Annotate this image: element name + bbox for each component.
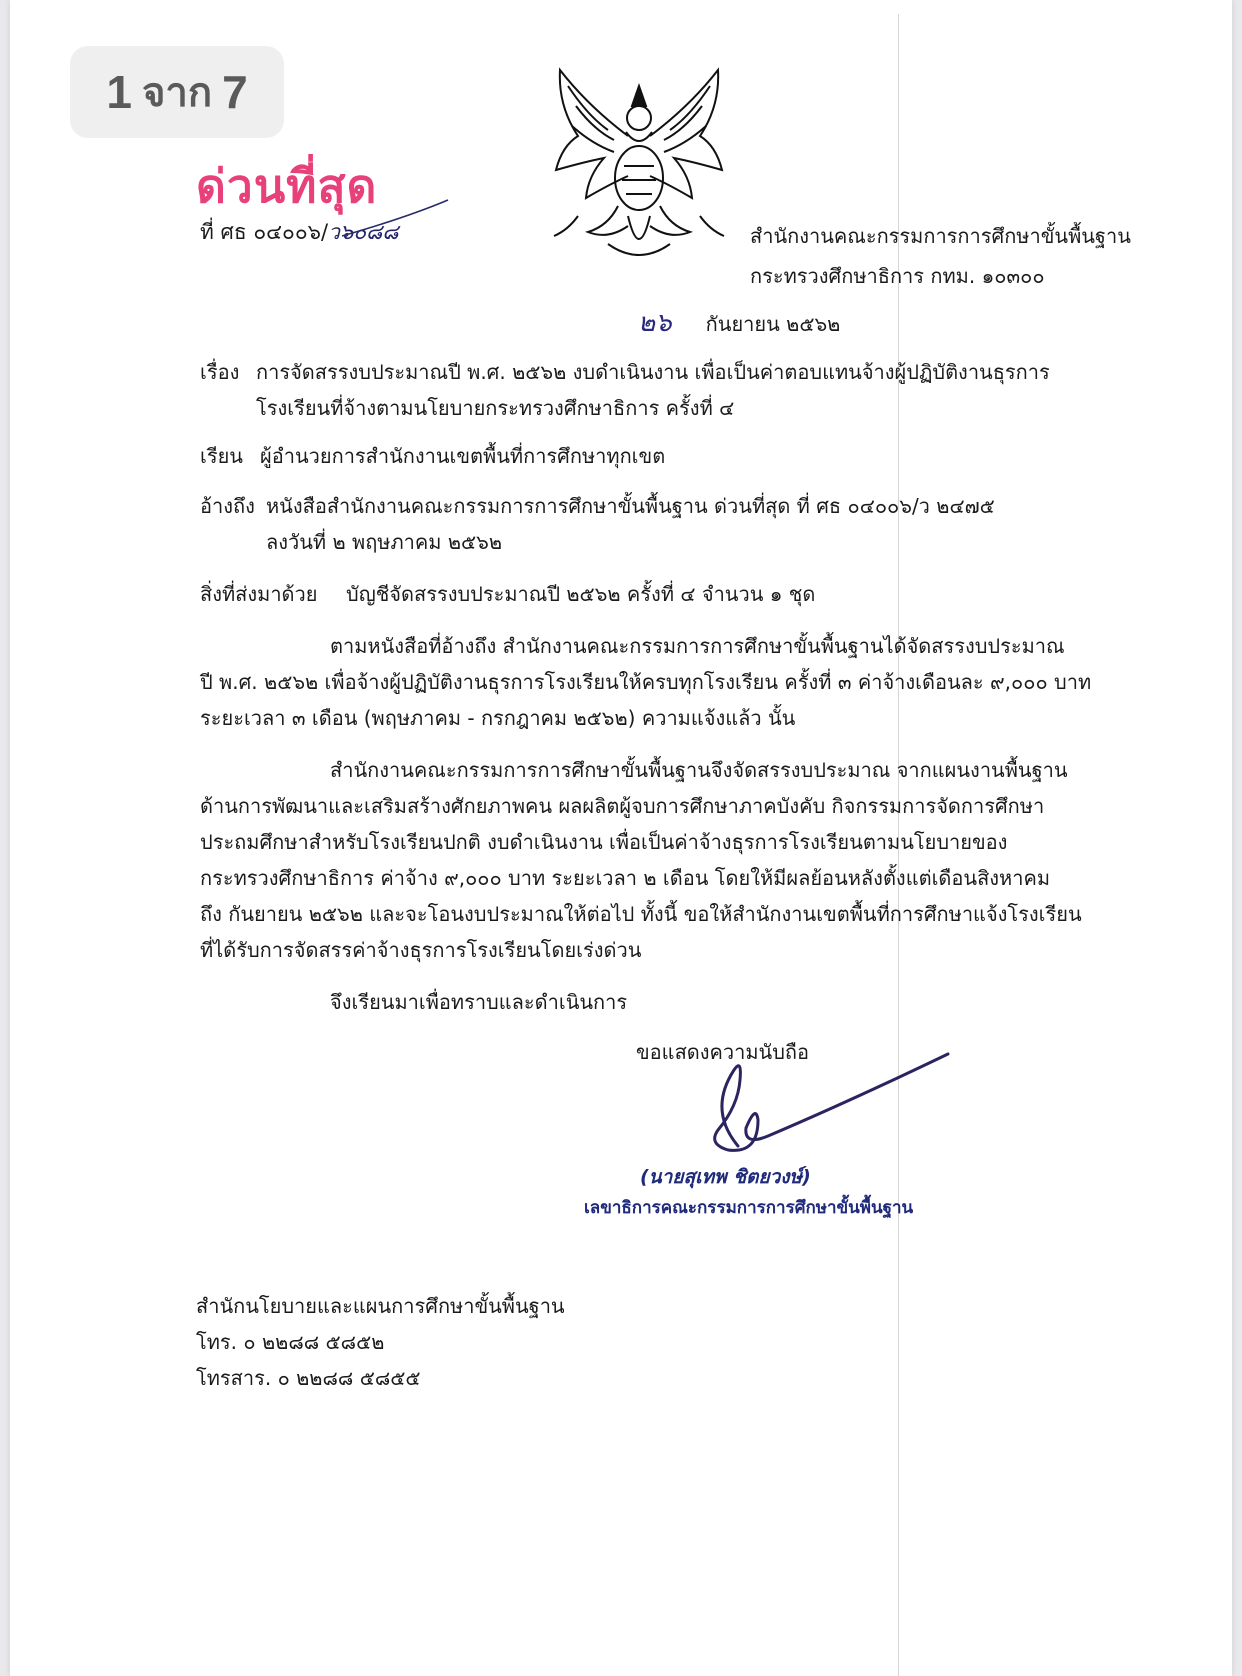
page-indicator-badge bbox=[70, 46, 284, 138]
paragraph-1-line-2: ปี พ.ศ. ๒๕๖๒ เพื่อจ้างผู้ปฏิบัติงานธุรการโรงเรียนให้ครบทุกโรงเรียน ครั้งที่ ๓ ค่าจ้างเดือนละ ๙,๐๐๐ บาท bbox=[200, 670, 1092, 694]
letter-date bbox=[638, 302, 840, 343]
paragraph-2-line-6: ที่ได้รับการจัดสรรค่าจ้างธุรการโรงเรียนโดยเร่งด่วน bbox=[200, 938, 642, 962]
paragraph-1-line-3: ระยะเวลา ๓ เดือน (พฤษภาคม - กรกฎาคม ๒๕๖๒) ความแจ้งแล้ว นั้น bbox=[200, 706, 796, 730]
doc-number-handwritten: ว๖๐๘๘ bbox=[328, 220, 399, 244]
footer-fax: โทรสาร. ๐ ๒๒๘๘ ๕๘๕๕ bbox=[196, 1366, 421, 1390]
footer-office: สำนักนโยบายและแผนการศึกษาขั้นพื้นฐาน bbox=[196, 1294, 565, 1318]
date-day-handwritten: ๒๖ bbox=[638, 308, 672, 338]
org-name: สำนักงานคณะกรรมการการศึกษาขั้นพื้นฐาน bbox=[750, 224, 1131, 248]
paragraph-2-line-4: กระทรวงศึกษาธิการ ค่าจ้าง ๙,๐๐๐ บาท ระยะเวลา ๒ เดือน โดยให้มีผลย้อนหลังตั้งแต่เดือนสิงหาคม bbox=[200, 866, 1051, 890]
subject-line-1: การจัดสรรงบประมาณปี พ.ศ. ๒๕๖๒ งบดำเนินงาน เพื่อเป็นค่าตอบแทนจ้างผู้ปฏิบัติงานธุรการ bbox=[256, 360, 1050, 384]
paragraph-2-line-5: ถึง กันยายน ๒๕๖๒ และจะโอนงบประมาณให้ต่อไป ทั้งนี้ ขอให้สำนักงานเขตพื้นที่การศึกษาแจ้งโรงเรียน bbox=[200, 902, 1082, 926]
subject-line-2: โรงเรียนที่จ้างตามนโยบายกระทรวงศึกษาธิการ ครั้งที่ ๔ bbox=[256, 396, 735, 420]
signature-icon bbox=[698, 1050, 958, 1162]
page-separator: จาก bbox=[141, 71, 213, 115]
paragraph-2-line-2: ด้านการพัฒนาและเสริมสร้างศักยภาพคน ผลผลิตผู้จบการศึกษาภาคบังคับ กิจกรรมการจัดการศึกษา bbox=[200, 794, 1045, 818]
garuda-emblem-icon bbox=[548, 66, 730, 266]
subject-label: เรื่อง bbox=[200, 360, 240, 384]
reference-line-1: หนังสือสำนักงานคณะกรรมการการศึกษาขั้นพื้นฐาน ด่วนที่สุด ที่ ศธ ๐๔๐๐๖/ว ๒๔๗๕ bbox=[266, 494, 995, 518]
enclosure-label: สิ่งที่ส่งมาด้วย bbox=[200, 582, 318, 606]
signer-name: (นายสุเทพ ชิตยวงษ์) bbox=[640, 1166, 811, 1188]
document-page bbox=[10, 0, 1232, 1676]
doc-number-prefix: ที่ ศธ ๐๔๐๐๖/ bbox=[200, 220, 329, 244]
footer-phone: โทร. ๐ ๒๒๘๘ ๕๘๕๒ bbox=[196, 1330, 385, 1354]
reference-label: อ้างถึง bbox=[200, 494, 255, 518]
signer-title: เลขาธิการคณะกรรมการการศึกษาขั้นพื้นฐาน bbox=[584, 1198, 914, 1218]
date-month-year: กันยายน ๒๕๖๒ bbox=[705, 312, 841, 336]
reference-line-2: ลงวันที่ ๒ พฤษภาคม ๒๕๖๒ bbox=[266, 530, 503, 554]
page-total: 7 bbox=[222, 66, 248, 118]
org-address: กระทรวงศึกษาธิการ กทม. ๑๐๓๐๐ bbox=[750, 264, 1045, 288]
handwriting-stroke-icon bbox=[340, 198, 450, 240]
paragraph-2-line-1: สำนักงานคณะกรรมการการศึกษาขั้นพื้นฐานจึงจัดสรรงบประมาณ จากแผนงานพื้นฐาน bbox=[330, 758, 1068, 782]
issuing-organization bbox=[750, 216, 1131, 296]
recipient: ผู้อำนวยการสำนักงานเขตพื้นที่การศึกษาทุกเขต bbox=[260, 444, 666, 468]
paragraph-2-line-3: ประถมศึกษาสำหรับโรงเรียนปกติ งบดำเนินงาน เพื่อเป็นค่าจ้างธุรการโรงเรียนตามนโยบายของ bbox=[200, 830, 1008, 854]
enclosure: บัญชีจัดสรรงบประมาณปี ๒๕๖๒ ครั้งที่ ๔ จำนวน ๑ ชุด bbox=[346, 582, 816, 606]
urgency-stamp: ด่วนที่สุด bbox=[196, 159, 378, 213]
regards: ขอแสดงความนับถือ bbox=[636, 1040, 810, 1064]
recipient-label: เรียน bbox=[200, 444, 243, 468]
paragraph-1-line-1: ตามหนังสือที่อ้างถึง สำนักงานคณะกรรมการการศึกษาขั้นพื้นฐานได้จัดสรรงบประมาณ bbox=[330, 634, 1065, 658]
page-current: 1 bbox=[106, 66, 132, 118]
closing-statement: จึงเรียนมาเพื่อทราบและดำเนินการ bbox=[330, 990, 628, 1014]
